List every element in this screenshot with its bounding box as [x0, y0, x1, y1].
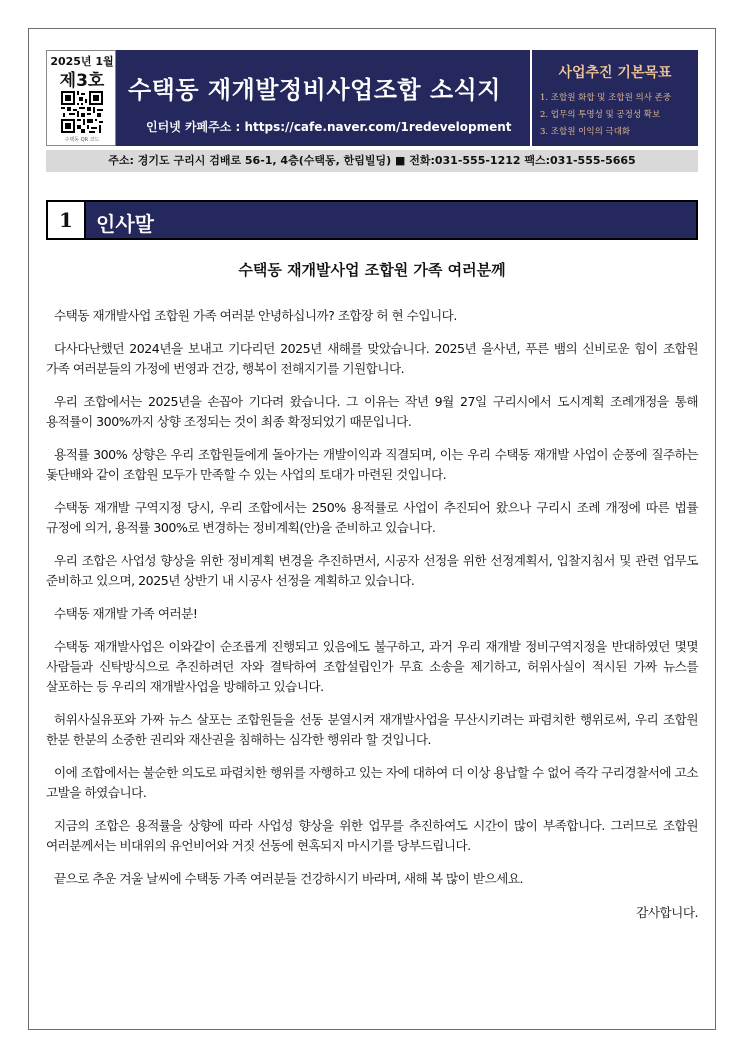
masthead — [46, 50, 698, 146]
goals-panel — [532, 50, 698, 146]
goals-title: 사업추진 기본목표 — [558, 65, 672, 81]
issue-number: 제3호 — [59, 71, 105, 91]
newsletter-title: 수택동 재개발정비사업조합 소식지 — [128, 76, 501, 104]
paragraph: 수택동 재개발 가족 여러분! — [54, 606, 198, 621]
section-number: 1 — [46, 200, 86, 240]
qr-code-icon[interactable] — [61, 91, 103, 133]
paragraph: 수택동 재개발사업 조합원 가족 여러분 안녕하십니까? 조합장 허 현 수입니다. — [54, 308, 457, 323]
paragraph: 수택동 재개발 구역지정 당시, 우리 조합에서는 250% 용적률로 사업이 추진되어 왔으나 구리시 조례 개정에 따른 법률 규정에 의거, 용적률 300%로 변경하는 정비계획(안)을 준비하고 있습니다. — [46, 500, 698, 535]
cafe-address — [146, 118, 526, 135]
issue-date: 2025년 1월 — [50, 55, 114, 68]
paragraph: 허위사실유포와 가짜 뉴스 살포는 조합원들을 선동 분열시켜 재개발사업을 무산시키려는 파렴치한 행위로써, 우리 조합원 한분 한분의 소중한 권리와 재산권을 침해하는 심각한 행위라 할 것입니다. — [46, 712, 698, 747]
goal-item: 3. 조합원 이익의 극대화 — [540, 127, 631, 137]
section-header — [46, 200, 698, 240]
cafe-label: 인터넷 카페주소 : — [146, 120, 241, 134]
title-band — [116, 50, 530, 146]
letter-body — [46, 306, 698, 936]
goal-item: 2. 업무의 투명성 및 공정성 확보 — [540, 110, 661, 120]
signoff: 감사합니다. — [636, 905, 698, 920]
address-bar: 주소: 경기도 구리시 검배로 56-1, 4층(수택동, 한림빌딩) ■ 전화:031-555-1212 팩스:031-555-5665 — [46, 150, 698, 172]
qr-caption: 수택동 QR 코드 — [64, 137, 100, 143]
paragraph: 우리 조합은 사업성 향상을 위한 정비계획 변경을 추진하면서, 시공자 선정을 위한 선정계획서, 입찰지침서 및 관련 업무도 준비하고 있으며, 2025년 상반기 내 시공사 선정을 계획하고 있습니다. — [46, 553, 698, 588]
paragraph: 이에 조합에서는 불순한 의도로 파렴치한 행위를 자행하고 있는 자에 대하여 더 이상 용납할 수 없어 즉각 구리경찰서에 고소 고발을 하였습니다. — [46, 765, 698, 800]
paragraph: 지금의 조합은 용적률을 상향에 따라 사업성 향상을 위한 업무를 추진하여도 시간이 많이 부족합니다. 그러므로 조합원 여러분께서는 비대위의 유언비어와 거짓 선동에 현혹되지 마시기를 당부드립니다. — [46, 818, 698, 853]
cafe-url-link[interactable]: https://cafe.naver.com/1redevelopment — [244, 120, 512, 134]
goal-item: 1. 조합원 화합 및 조합원 의사 존중 — [540, 93, 672, 103]
issue-box — [46, 50, 116, 146]
paragraph: 우리 조합에서는 2025년을 손꼽아 기다려 왔습니다. 그 이유는 작년 9월 27일 구리시에서 도시계획 조례개정을 통해 용적률이 300%까지 상향 조정되는 것이 최종 확정되었기 때문입니다. — [46, 394, 698, 429]
paragraph: 다사다난했던 2024년을 보내고 기다리던 2025년 새해를 맞았습니다. 2025년 을사년, 푸른 뱀의 신비로운 힘이 조합원 가족 여러분들의 가정에 번영과 건강, 행복이 전해지기를 기원합니다. — [46, 341, 698, 376]
paragraph: 용적률 300% 상향은 우리 조합원들에게 돌아가는 개발이익과 직결되며, 이는 우리 수택동 재개발 사업이 순풍에 질주하는 돛단배와 같이 조합원 모두가 만족할 수 있는 사업의 토대가 마련된 것입니다. — [46, 447, 698, 482]
paragraph: 끝으로 추운 겨울 날씨에 수택동 가족 여러분들 건강하시기 바라며, 새해 복 많이 받으세요. — [54, 871, 524, 886]
paragraph: 수택동 재개발사업은 이와같이 순조롭게 진행되고 있음에도 불구하고, 과거 우리 재개발 정비구역지정을 반대하였던 몇몇 사람들과 신탁방식으로 추진하려던 자와 결탁하여 조합설립인가 무효 소송을 제기하고, 허위사실이 적시된 가짜 뉴스를 살포하는 등 우리의 재개발사업을 방해하고 있습니다. — [46, 639, 698, 694]
goals-list — [540, 90, 696, 141]
section-title: 인사말 — [96, 212, 154, 236]
section-title-bar — [86, 200, 698, 240]
letter-heading: 수택동 재개발사업 조합원 가족 여러분께 — [238, 261, 506, 279]
